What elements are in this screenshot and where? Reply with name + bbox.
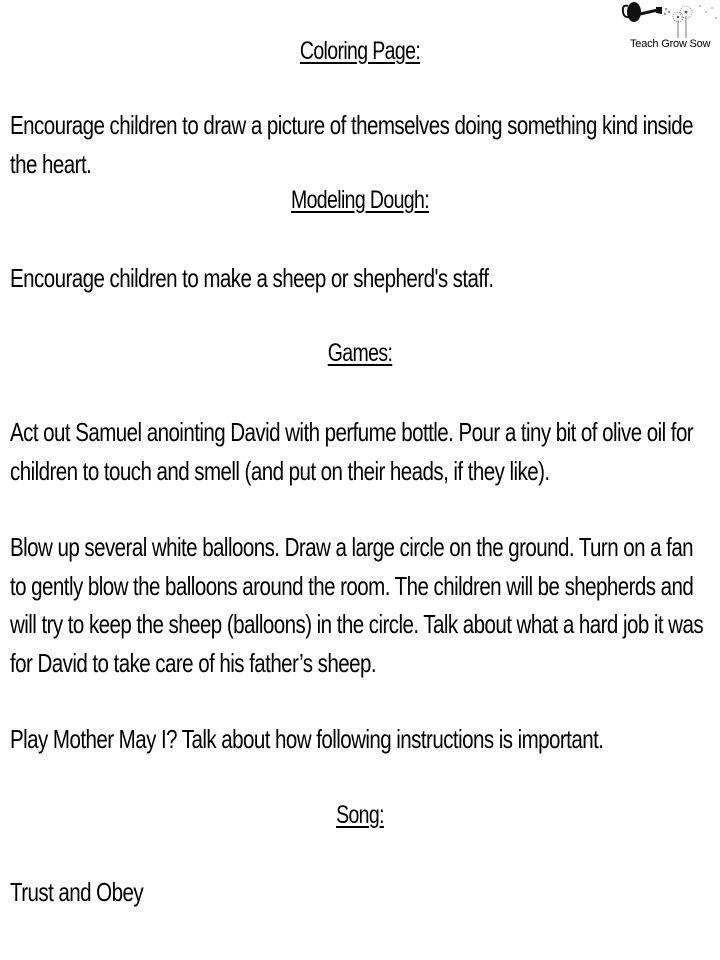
games-paragraph-anointing: Act out Samuel anointing David with perfume bottle. Pour a tiny bit of olive oil for children to touch and smell (and put on their heads, if they like). (10, 417, 694, 486)
coloring-page-text: Encourage children to draw a picture of themselves doing something kind inside the heart. (10, 110, 694, 179)
coloring-page-heading: Coloring Page: (299, 37, 421, 65)
games-paragraph-balloons: Blow up several white balloons. Draw a large circle on the ground. Turn on a fan to gently blow the balloons around the room. The children will be shepherds and will try to keep the sheep (balloons) in the circle. Talk about what a hard job it was for David to take care of his father’s sheep. (10, 532, 704, 678)
games-heading: Games: (327, 339, 393, 367)
song-text: Trust and Obey (10, 877, 144, 907)
games-paragraph-mother-may-i: Play Mother May I? Talk about how following instructions is important. (10, 724, 604, 754)
modeling-dough-text: Encourage children to make a sheep or shepherd's staff. (10, 263, 494, 293)
modeling-dough-heading: Modeling Dough: (290, 186, 430, 214)
logo-text: Teach Grow Sow (630, 38, 711, 50)
song-heading: Song: (336, 801, 384, 829)
